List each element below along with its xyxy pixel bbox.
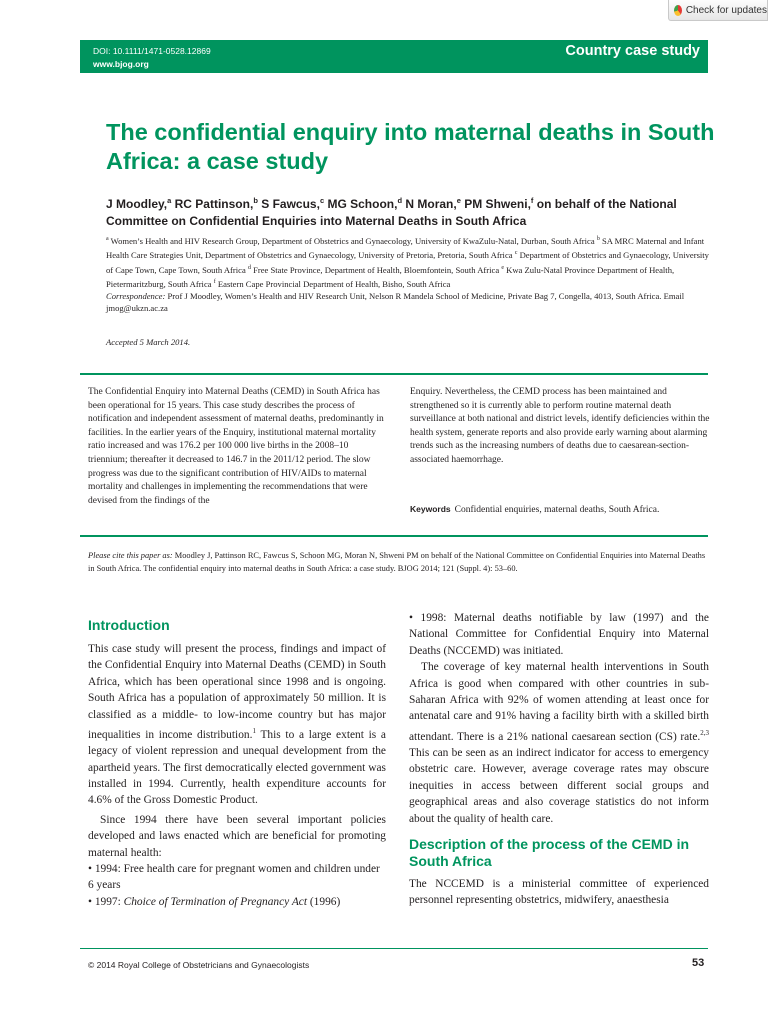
reference-marker[interactable]: 1 [252, 727, 256, 736]
reference-marker[interactable]: 2,3 [700, 728, 709, 737]
keywords [410, 503, 710, 517]
crossmark-icon [674, 5, 682, 16]
author-group: on behalf of the National Committee on Confidential Enquiries into Maternal Deaths in South Africa [106, 197, 677, 228]
citation-text: Moodley J, Pattinson RC, Fawcus S, Schoon MG, Moran N, Shweni PM on behalf of the National Committee on Confidential Enquiries into Maternal Deaths in South Africa. The confidential enquiry into maternal deaths in South Africa: a case study. BJOG 2014; 121 (Suppl. 4): 53–60. [88, 551, 706, 573]
affiliation-marker-a: a [106, 236, 109, 242]
affiliation-marker-d: d [247, 264, 251, 271]
author-name: N Moran, [402, 197, 457, 211]
author-name: MG Schoon, [324, 197, 398, 211]
author-name: J Moodley, [106, 197, 168, 211]
keywords-label: Keywords [410, 504, 451, 514]
journal-url-link[interactable]: www.bjog.org [93, 59, 149, 69]
keywords-list: Confidential enquiries, maternal deaths, South Africa. [454, 505, 660, 515]
abstract-bottom-rule [80, 535, 708, 537]
body-right-column [409, 610, 709, 827]
correspondence-label: Correspondence: [106, 291, 166, 302]
copyright-notice: © 2014 Royal College of Obstetricians and Gynaecologists [88, 960, 310, 970]
intro-paragraph-1-text-cont: This to a large extent is a legacy of violent repression and unequal development from the apartheid years. The first democratically elected government was installed in 1994. Currently, health expenditure accounts for 4.6% of the Gross Domestic Product. [88, 728, 386, 807]
correspondence-address[interactable]: Prof J Moodley, Women’s Health and HIV Research Unit, Nelson R Mandela School of Medicine, Private Bag 7, Congella, 4013, South Africa. Email jmog@ukzn.ac.za [106, 291, 685, 314]
author-affiliation-marker: f [530, 196, 534, 205]
affiliation-marker-c: c [514, 250, 518, 257]
abstract-top-rule [80, 373, 708, 375]
affiliation-d: Free State Province, Department of Health, Bloemfontein, South Africa [253, 264, 500, 275]
author-affiliation-marker: c [319, 196, 325, 205]
coverage-text: The coverage of key maternal health interventions in South Africa is good when compared with other countries in sub-Saharan Africa with 92% of women attending at least once for antenatal care and 91% having a facility birth with a skilled birth attendant. There is a 21% national caesarean section (CS) rate. [409, 661, 709, 743]
citation [88, 550, 708, 575]
intro-paragraph-1-text: This case study will present the process, findings and impact of the Confidential Enquiry into Maternal Deaths (CEMD) in South Africa, which has been operational since 1998 and is ongoing. South Africa has a population of approximately 50 million. It is classified as a middle- to low-income country but has major inequalities in income distribution. [88, 643, 386, 741]
act-title: Choice of Termination of Pregnancy Act [123, 895, 308, 908]
abstract-right-column: Enquiry. Nevertheless, the CEMD process has been maintained and strengthened so it is currently able to perform routine maternal death surveillance at both national and district levels, identify deficiencies within the health system, generate reports and also provide early warning about alarming trends such as the increasing numbers of deaths due to caesarean-section-associated haemorrhage. [410, 387, 710, 465]
author-affiliation-marker: e [456, 196, 461, 205]
author-affiliation-marker: b [253, 196, 258, 205]
bullet-item [88, 894, 386, 910]
process-heading: Description of the process of the CEMD in South Africa [409, 836, 690, 869]
process-paragraph: The NCCEMD is a ministerial committee of experienced personnel representing obstetrics, midwifery, anaesthesia [409, 878, 709, 907]
abstract-left-column: The Confidential Enquiry into Maternal Deaths (CEMD) in South Africa has been operational for 15 years. This case study describes the process of notification and independent assessment of maternal deaths, predominantly in facilities. In the earlier years of the Enquiry, institutional maternal mortality ratio increased and was 176.2 per 100 000 live births in the 2008–10 triennium; thereafter it decreased to 146.7 in the 2011/12 period. The slow progress was due to the significant contribution of HIV/AIDs to maternal mortality and challenges in implementing the recommendations that were devised from the findings of the [88, 387, 384, 506]
affiliation-e: Kwa Zulu-Natal Province Department of Health, Pietermaritzburg, South Africa [106, 264, 675, 289]
bullet-item-text-cont: (1996) [307, 895, 341, 908]
affiliation-b: SA MRC Maternal and Infant Health Care Strategies Unit, Department of Obstetrics and Gynaecology, University of Pretoria, Pretoria, South Africa [106, 235, 705, 261]
accepted-date: Accepted 5 March 2014. [106, 337, 191, 347]
affiliation-c: Department of Obstetrics and Gynaecology, University of Cape Town, Cape Town, South Africa [106, 250, 709, 275]
affiliations [106, 233, 712, 315]
page-number: 53 [692, 957, 705, 969]
body-left-column [88, 641, 386, 910]
affiliation-marker-e: e [501, 264, 504, 271]
intro-paragraph-1 [88, 641, 386, 809]
introduction-heading: Introduction [88, 617, 170, 633]
check-for-updates-label: Check for updates [685, 4, 767, 16]
affiliation-marker-b: b [596, 236, 600, 242]
author-name: PM Shweni, [460, 197, 531, 211]
article-type-label: Country case study [565, 43, 700, 59]
coverage-paragraph [409, 659, 709, 827]
bullet-item: • 1994: Free health care for pregnant women and children under 6 years [88, 863, 380, 892]
affiliation-a: Women’s Health and HIV Research Group, Department of Obstetrics and Gynaecology, University of KwaZulu-Natal, Durban, South Africa [110, 235, 595, 246]
article-title: The confidential enquiry into maternal deaths in South Africa: a case study [106, 119, 715, 174]
intro-paragraph-2: Since 1994 there have been several important policies developed and laws enacted which are beneficial for promoting maternal health: [88, 813, 386, 859]
author-affiliation-marker: d [397, 196, 403, 205]
affiliation-f: Eastern Cape Provincial Department of Health, Bisho, South Africa [217, 278, 451, 289]
author-list [106, 192, 726, 230]
affiliation-marker-f: f [213, 278, 216, 285]
citation-label: Please cite this paper as: [88, 551, 173, 560]
author-name: RC Pattinson, [171, 197, 254, 211]
footer-rule [80, 948, 708, 949]
author-name: S Fawcus, [257, 197, 320, 211]
bullet-item-text: • 1997: [88, 895, 124, 908]
check-for-updates-button[interactable] [668, 0, 768, 21]
bullet-item: • 1998: Maternal deaths notifiable by law (1997) and the National Committee for Confidential Enquiry into Maternal Deaths (NCCEMD) was initiated. [409, 612, 709, 657]
author-affiliation-marker: a [167, 196, 172, 205]
doi-text[interactable]: DOI: 10.1111/1471-0528.12869 [93, 46, 211, 56]
coverage-text-cont: This can be seen as an indirect indicator for access to emergency obstetric care. However, average coverage rates may obscure inequities in access between different social groups and geographical areas and also coverage statistics do not inform about the quality of health care. [409, 747, 709, 825]
